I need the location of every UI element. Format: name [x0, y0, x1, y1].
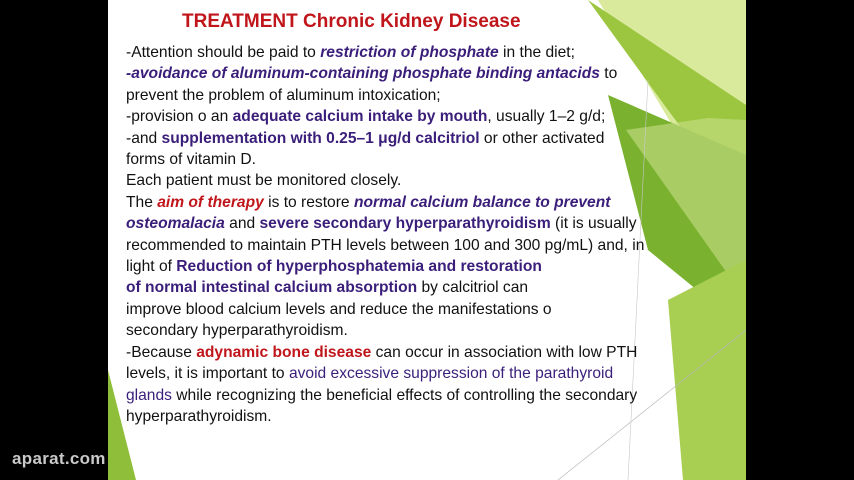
text-line: -Because adynamic bone disease can occur in association with low PTH [126, 343, 638, 361]
slide-title: TREATMENT Chronic Kidney Disease [182, 11, 521, 32]
text-line: -avoidance of aluminum-containing phosphate binding antacids to [126, 65, 618, 83]
text-line: secondary hyperparathyroidism. [126, 322, 348, 340]
aparat-watermark: aparat.com [12, 449, 106, 468]
text-line: light of Reduction of hyperphosphatemia and restoration [126, 258, 542, 276]
slide-body [126, 42, 726, 427]
text-line: -Attention should be paid to restriction of phosphate in the diet; [126, 44, 575, 61]
text-line: -and supplementation with 0.25–1 μg/d calcitriol or other activated [126, 129, 605, 147]
text-line: Each patient must be monitored closely. [126, 172, 402, 190]
text-line: The aim of therapy is to restore normal calcium balance to prevent [126, 193, 611, 211]
text-line: forms of vitamin D. [126, 151, 256, 169]
text-line: osteomalacia and severe secondary hyperparathyroidism (it is usually [126, 215, 637, 233]
text-line: recommended to maintain PTH levels between 100 and 300 pg/mL) and, in [126, 236, 645, 254]
text-line: improve blood calcium levels and reduce the manifestations o [126, 300, 552, 318]
slide [108, 0, 746, 480]
text-line: of normal intestinal calcium absorption by calcitriol can [126, 279, 529, 297]
text-line: hyperparathyroidism. [126, 407, 272, 425]
text-line: glands while recognizing the beneficial effects of controlling the secondary [126, 386, 638, 404]
text-line: levels, it is important to avoid excessive suppression of the parathyroid [126, 365, 614, 383]
text-line: prevent the problem of aluminum intoxication; [126, 86, 441, 104]
text-line: -provision o an adequate calcium intake by mouth, usually 1–2 g/d; [126, 108, 606, 126]
